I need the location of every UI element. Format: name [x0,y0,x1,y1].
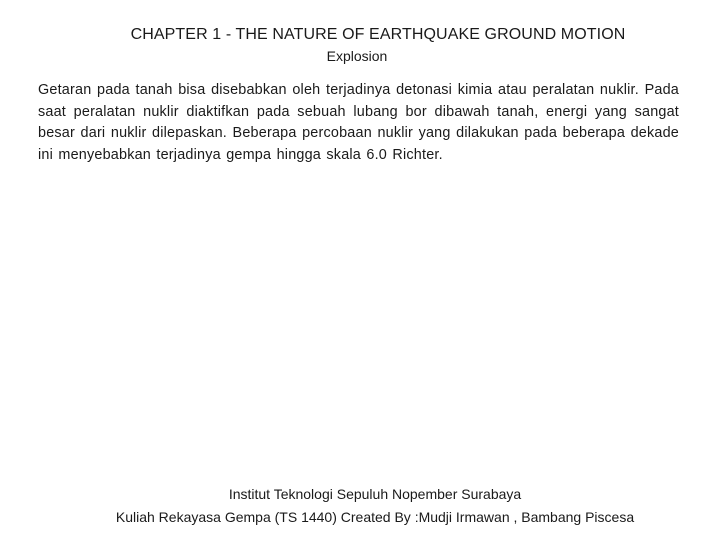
section-subtitle: Explosion [326,48,388,64]
chapter-title: CHAPTER 1 - THE NATURE OF EARTHQUAKE GROUND MOTION [130,26,626,43]
footer [0,483,720,529]
footer-course-credit: Kuliah Rekayasa Gempa (TS 1440) Created By :Mudji Irmawan , Bambang Piscesa [115,509,635,525]
footer-institution: Institut Teknologi Sepuluh Nopember Surabaya [228,486,522,502]
body-paragraph: Getaran pada tanah bisa disebabkan oleh terjadinya detonasi kimia atau peralatan nuklir. Pada saat peralatan nuklir diaktifkan pada sebuah lubang bor dibawah tanah, energi yang sangat besar dari nuklir dilepaskan. Beberapa percobaan nuklir yang dilakukan pada beberapa dekade ini menyebabkan terjadinya gempa hingga skala 6.0 Richter. [38,82,679,163]
